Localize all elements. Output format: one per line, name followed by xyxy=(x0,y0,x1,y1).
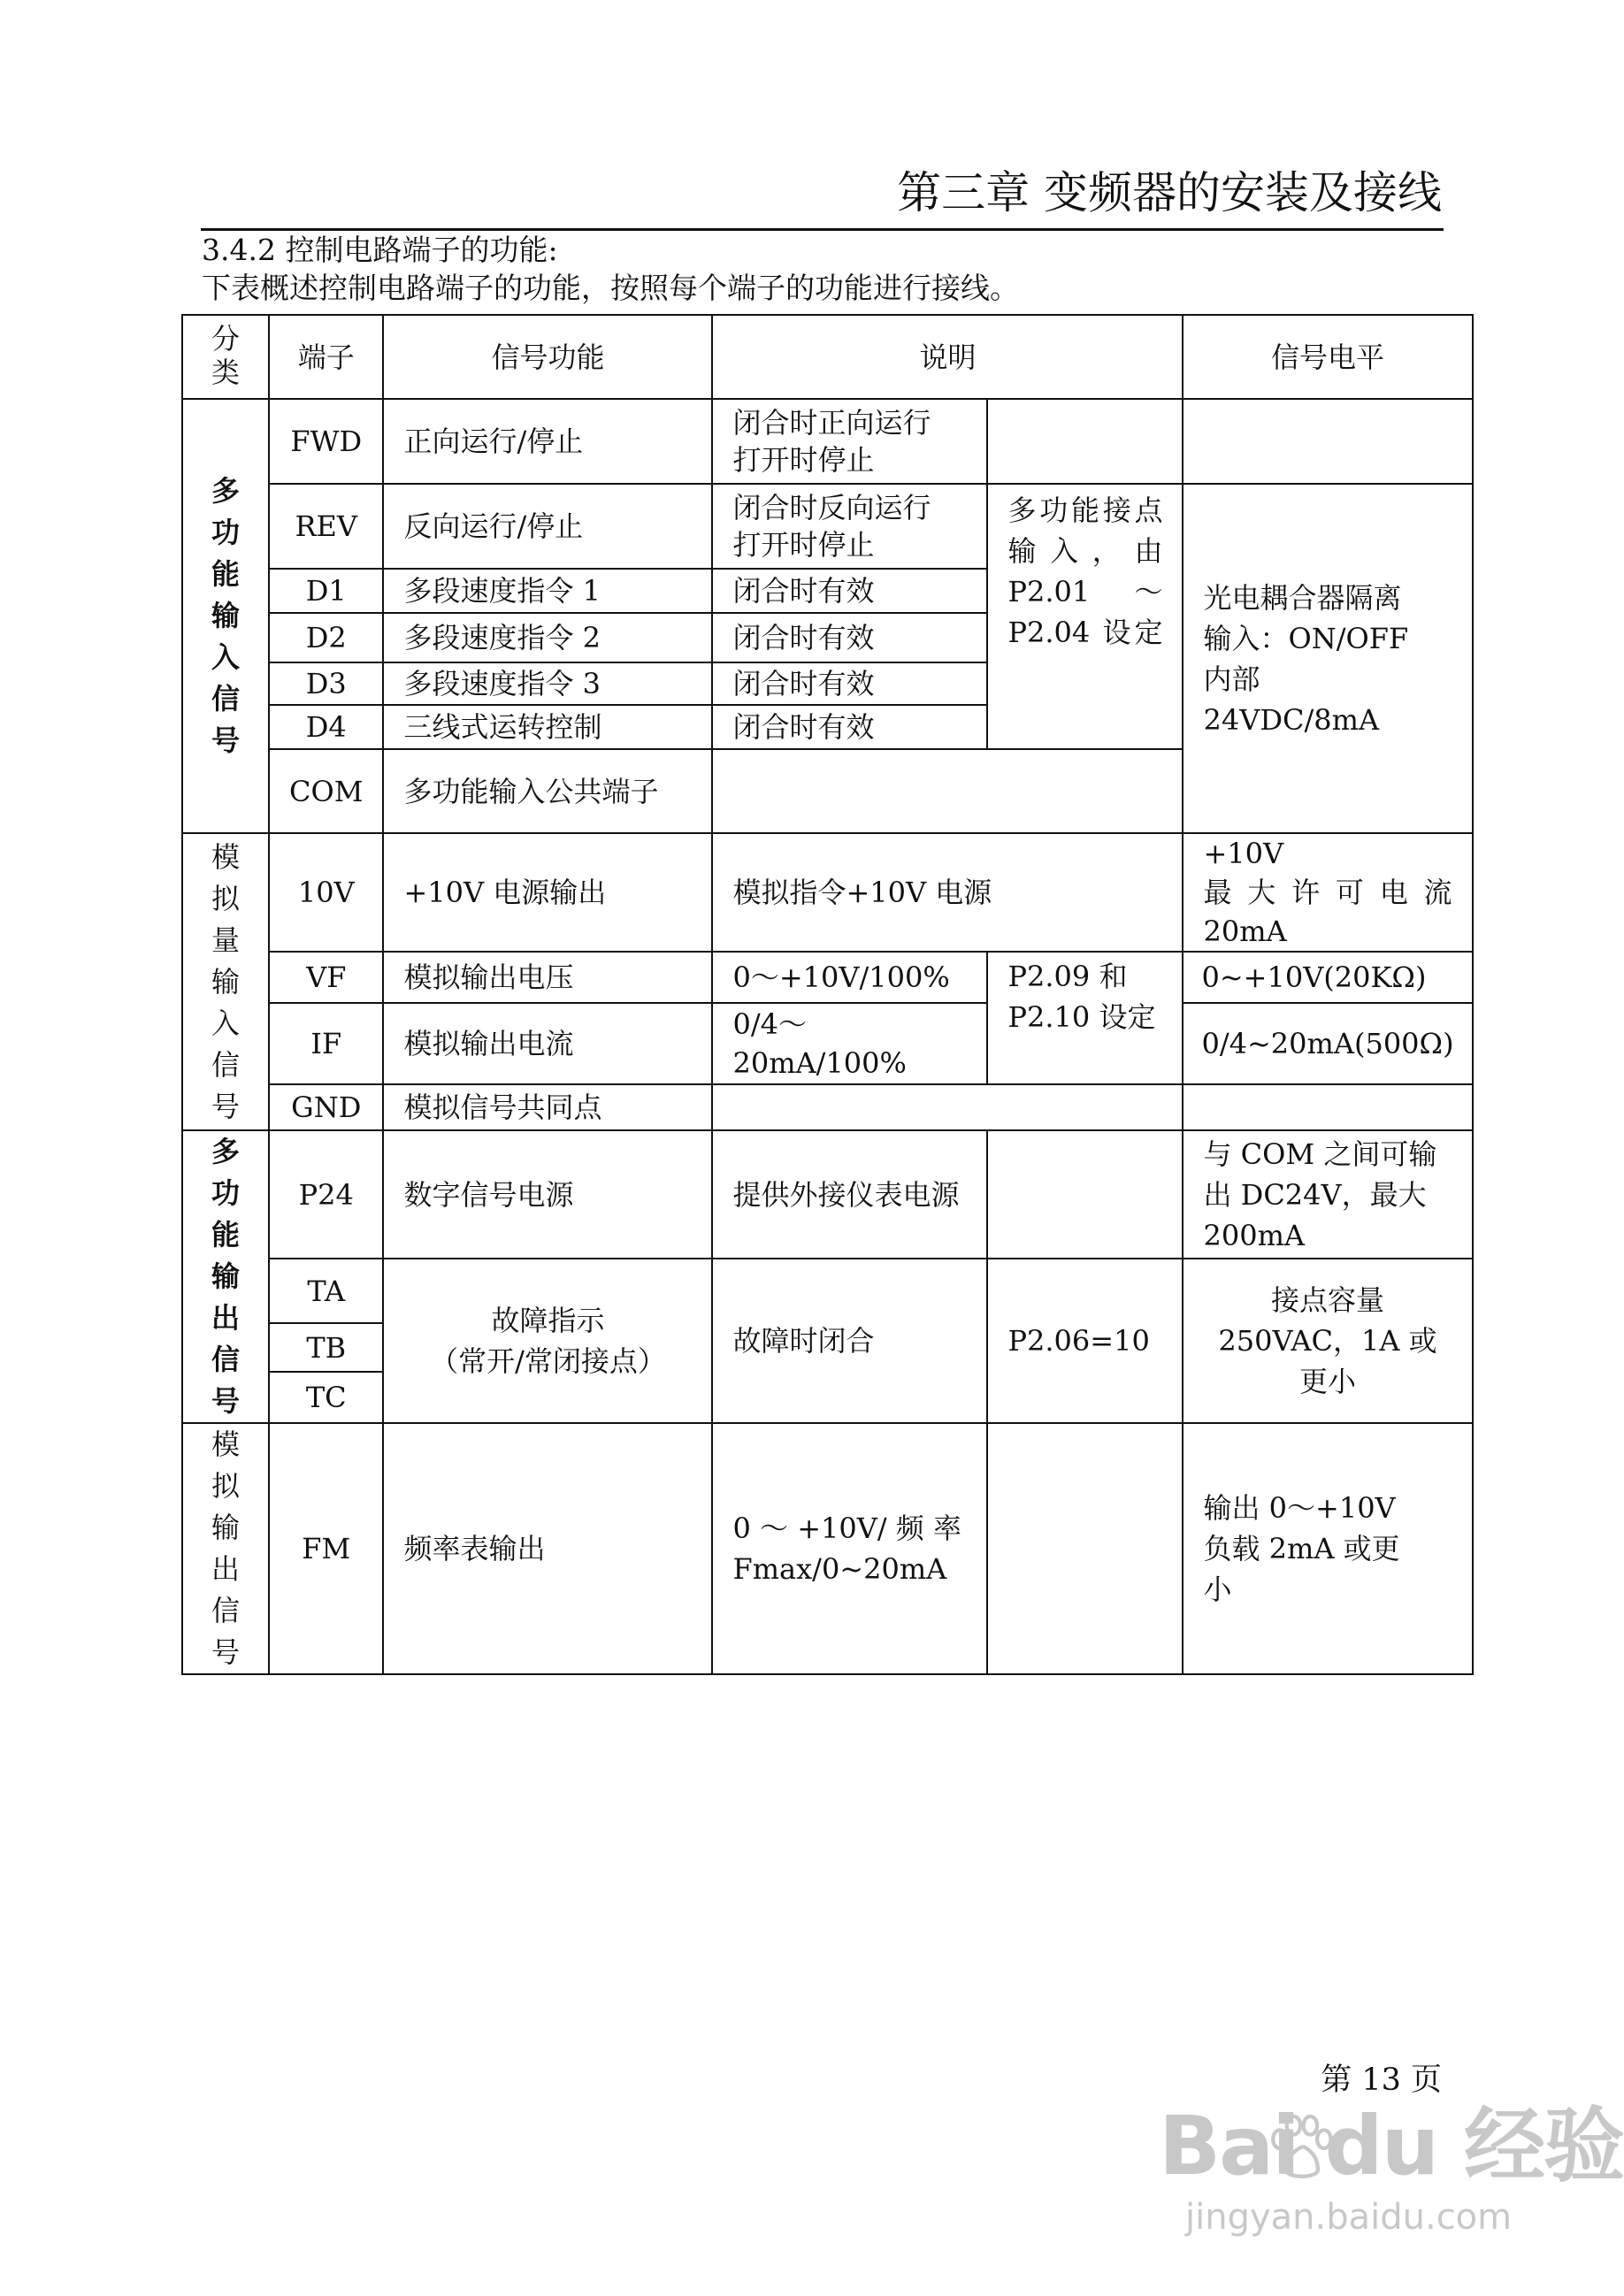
terminal-cell: 10V xyxy=(269,833,383,952)
table-row xyxy=(182,1003,1473,1084)
header-rule xyxy=(201,228,1444,231)
description-cell: 闭合时有效 xyxy=(712,613,987,662)
terminal-cell: TB xyxy=(269,1323,383,1372)
function-cell: 数字信号电源 xyxy=(383,1130,712,1259)
terminal-cell: GND xyxy=(269,1084,383,1130)
empty-cell xyxy=(987,1130,1183,1259)
table-row xyxy=(182,399,1473,484)
terminal-cell: TC xyxy=(269,1372,383,1423)
terminal-cell: VF xyxy=(269,952,383,1003)
description-cell: 闭合时有效 xyxy=(712,662,987,705)
level-cell: 与 COM 之间可输出 DC24V，最大 200mA xyxy=(1183,1130,1472,1259)
baidu-jingyan-watermark xyxy=(1159,2098,1624,2275)
analog-param-cell: P2.09 和 P2.10 设定 xyxy=(987,952,1183,1084)
description-cell: 闭合时正向运行 打开时停止 xyxy=(712,399,987,484)
description-cell: 0/4～ 20mA/100% xyxy=(712,1003,987,1084)
optocoupler-level-cell: 光电耦合器隔离 输入：ON/OFF 内部 24VDC/8mA xyxy=(1183,484,1472,833)
description-cell: 提供外接仪表电源 xyxy=(712,1130,987,1259)
level-cell: 0~+10V(20KΩ) xyxy=(1183,952,1472,1003)
multi-input-param: P2.01～P2.04 设定 xyxy=(1007,575,1163,649)
function-cell: 模拟输出电压 xyxy=(383,952,712,1003)
terminal-cell: P24 xyxy=(269,1130,383,1259)
empty-cell xyxy=(987,399,1183,484)
level-cell: 接点容量 250VAC，1A 或 更小 xyxy=(1183,1259,1472,1423)
chapter-title: 第三章 变频器的安装及接线 xyxy=(897,167,1442,218)
page-number: 第 13 页 xyxy=(1321,2063,1442,2098)
terminal-cell: D2 xyxy=(269,613,383,662)
watermark-url: jingyan.baidu.com xyxy=(1185,2197,1513,2238)
description-cell: 模拟指令+10V 电源 xyxy=(712,833,1183,952)
category-multi-input: 多功能输入信号 xyxy=(182,399,269,833)
table-row xyxy=(182,1259,1473,1323)
header-terminal: 端子 xyxy=(269,315,383,399)
watermark-logo: Bai du 经验 xyxy=(1159,2099,1624,2193)
fault-function-line1: 故障指示 xyxy=(491,1304,605,1337)
function-cell: 频率表输出 xyxy=(383,1423,712,1674)
section-title: 3.4.2 控制电路端子的功能: xyxy=(202,233,558,267)
multi-input-note: 多功能接点输入，由 xyxy=(1007,494,1163,568)
terminal-cell: FWD xyxy=(269,399,383,484)
empty-cell xyxy=(712,1084,1183,1130)
table-header-row xyxy=(182,315,1473,399)
description-cell: 闭合时有效 xyxy=(712,569,987,613)
description-cell: 故障时闭合 xyxy=(712,1259,987,1423)
function-cell: 多段速度指令 1 xyxy=(383,569,712,613)
intro-text: 下表概述控制电路端子的功能，按照每个端子的功能进行接线。 xyxy=(202,271,1019,305)
table-row xyxy=(182,1130,1473,1259)
description-cell: 0 ～ +10V/ 频 率 Fmax/0~20mA xyxy=(712,1423,987,1674)
function-cell: 正向运行/停止 xyxy=(383,399,712,484)
function-cell: 反向运行/停止 xyxy=(383,484,712,569)
function-cell: 三线式运转控制 xyxy=(383,705,712,749)
header-category: 分类 xyxy=(182,315,269,399)
terminal-cell: COM xyxy=(269,749,383,833)
description-cell: 0～+10V/100% xyxy=(712,952,987,1003)
function-cell: 多功能输入公共端子 xyxy=(383,749,712,833)
function-cell: 模拟信号共同点 xyxy=(383,1084,712,1130)
terminal-cell: TA xyxy=(269,1259,383,1323)
category-analog-output: 模拟输出信号 xyxy=(182,1423,269,1674)
header-level: 信号电平 xyxy=(1183,315,1472,399)
level-cell: 0/4~20mA(500Ω) xyxy=(1183,1003,1472,1084)
function-cell: 多段速度指令 3 xyxy=(383,662,712,705)
table-row xyxy=(182,1423,1473,1674)
terminal-cell: D3 xyxy=(269,662,383,705)
terminal-cell: REV xyxy=(269,484,383,569)
empty-cell xyxy=(1183,399,1472,484)
empty-cell xyxy=(1183,1084,1472,1130)
table-row xyxy=(182,484,1473,569)
terminal-function-table xyxy=(181,314,1474,1675)
terminal-cell: FM xyxy=(269,1423,383,1674)
level-cell: 输出 0～+10V 负载 2mA 或更 小 xyxy=(1183,1423,1472,1674)
fault-function-line2: （常开/常闭接点） xyxy=(430,1344,666,1378)
empty-cell xyxy=(712,749,1183,833)
level-cell: +10V 最大许可电流 20mA xyxy=(1183,833,1472,952)
header-function: 信号功能 xyxy=(383,315,712,399)
paw-icon xyxy=(1263,2110,1339,2186)
terminal-cell: IF xyxy=(269,1003,383,1084)
table-row xyxy=(182,952,1473,1003)
category-multi-output: 多功能输出信号 xyxy=(182,1130,269,1423)
table-row xyxy=(182,833,1473,952)
terminal-cell: D4 xyxy=(269,705,383,749)
table-row xyxy=(182,1084,1473,1130)
multi-input-note-cell xyxy=(987,484,1183,749)
header-description: 说明 xyxy=(712,315,1183,399)
category-analog-input: 模拟量输入信号 xyxy=(182,833,269,1130)
description-cell: 闭合时有效 xyxy=(712,705,987,749)
description-cell: 闭合时反向运行 打开时停止 xyxy=(712,484,987,569)
fault-param-cell: P2.06=10 xyxy=(987,1259,1183,1423)
function-cell: +10V 电源输出 xyxy=(383,833,712,952)
terminal-cell: D1 xyxy=(269,569,383,613)
function-cell: 多段速度指令 2 xyxy=(383,613,712,662)
function-cell: 模拟输出电流 xyxy=(383,1003,712,1084)
fault-function-cell xyxy=(383,1259,712,1423)
empty-cell xyxy=(987,1423,1183,1674)
